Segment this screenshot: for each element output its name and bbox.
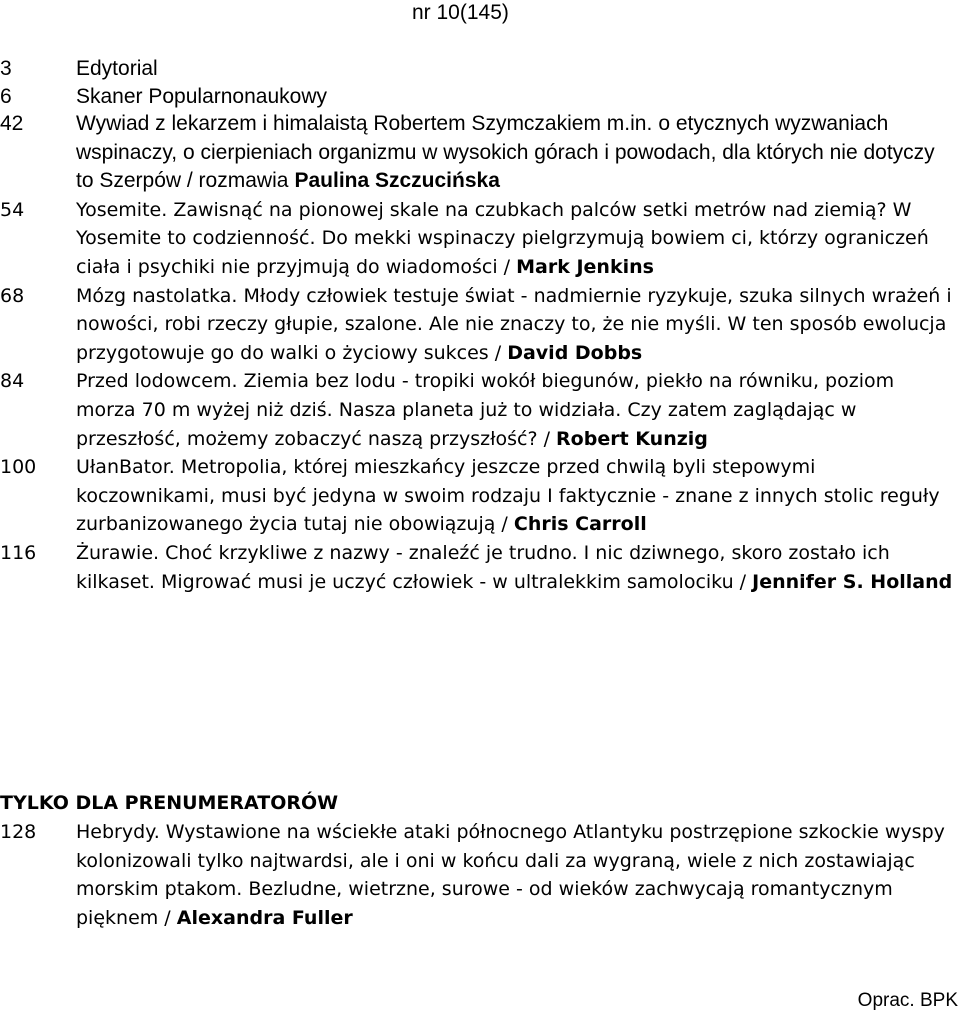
section-heading: TYLKO DLA PRENUMERATORÓW [0,792,339,814]
article-body: o etycznych wyzwaniach wspinaczy, o cierpieniach organizmu w wysokich górach i powodach, dla których nie dotyczy to Szerpów / rozmawia [76,112,935,193]
toc-article [0,282,960,368]
toc-article [0,196,960,282]
page-number: 6 [0,85,12,108]
article-author: David Dobbs [507,341,643,364]
article-body: Ziemia bez lodu - tropiki wokół biegunów, piekło na równiku, poziom morza 70 m wyżej niż dziś. Nasza planeta już to widziała. Czy zatem zaglądając w przeszłość, możemy zobaczyć naszą przyszłość? / [76,370,895,450]
page-number: 128 [0,821,37,843]
toc-item [0,83,960,111]
article-author: Mark Jenkins [516,255,654,278]
article-body: Wystawione na wściekłe ataki północnego Atlantyku postrzępione szkockie wyspy kolonizowali tylko najtwardsi, ale i oni w końcu dali za wygraną, wiele z nich zostawiając morskim ptakom. Bezludne, wietrzne, surowe - od wieków zachwycają romantycznym pięknem / [76,821,945,929]
article-head: Przed lodowcem. [76,370,238,393]
article-head: Yosemite. [76,198,168,221]
item-title: Skaner Popularnonaukowy [76,85,327,108]
toc-article [0,818,960,932]
article-body: Metropolia, której mieszkańcy jeszcze przed chwilą byli stepowymi koczownikami, musi być jedyna w swoim rodzaju I faktycznie - znane z innych stolic reguły zurbanizowanego życia tutaj nie obowiązują / [76,456,940,536]
toc-article-list [0,110,960,596]
footer-credit: Oprac. BPK [857,990,958,1011]
article-body: Młody człowiek testuje świat - nadmiernie ryzykuje, szuka silnych wrażeń i nowości, robi rzeczy głupie, szalone. Ale nie znaczy to, że nie myśli. W ten sposób ewolucja przygotowuje go do walki o życiowy sukces / [76,284,952,364]
article-body: Zawisnąć na pionowej skale na czubkach palców setki metrów nad ziemią? W Yosemite to codzienność. Do mekki wspinaczy pielgrzymują bowiem ci, którzy ograniczeń ciała i psychiki nie przyjmują do wiadomości / [76,198,929,278]
article-author: Jennifer S. Holland [752,570,953,593]
page-number: 42 [0,112,24,135]
toc-article [0,453,960,539]
toc-subscriber-list [0,818,960,932]
issue-number: nr 10(145) [412,1,509,24]
article-head: Wywiad z lekarzem i himalaistą Robertem Szymczakiem m.in. [76,112,653,135]
article-body: Choć krzykliwe z nazwy - znaleźć je trudno. I nic dziwnego, skoro zostało ich kilkaset. Migrować musi je uczyć człowiek - w ultralekkim samolociku / [76,541,890,593]
page-number: 100 [0,456,37,479]
toc-article [0,539,960,596]
article-author: Robert Kunzig [556,427,708,450]
toc-item [0,55,960,83]
page-number: 116 [0,541,37,564]
article-author: Paulina Szczucińska [294,169,500,193]
article-head: Hebrydy. [76,821,160,843]
page-number: 68 [0,284,25,307]
item-title: Edytorial [76,57,158,80]
toc-top-list [0,55,960,111]
article-author: Chris Carroll [513,513,647,536]
article-author: Alexandra Fuller [176,906,353,929]
page-number: 3 [0,57,12,80]
article-head: Żurawie. [76,541,160,564]
toc-article [0,367,960,453]
article-head: Mózg nastolatka. [76,284,238,307]
page-number: 84 [0,370,25,393]
article-head: UłanBator. [76,456,175,479]
page-number: 54 [0,198,25,221]
toc-article [0,110,960,196]
